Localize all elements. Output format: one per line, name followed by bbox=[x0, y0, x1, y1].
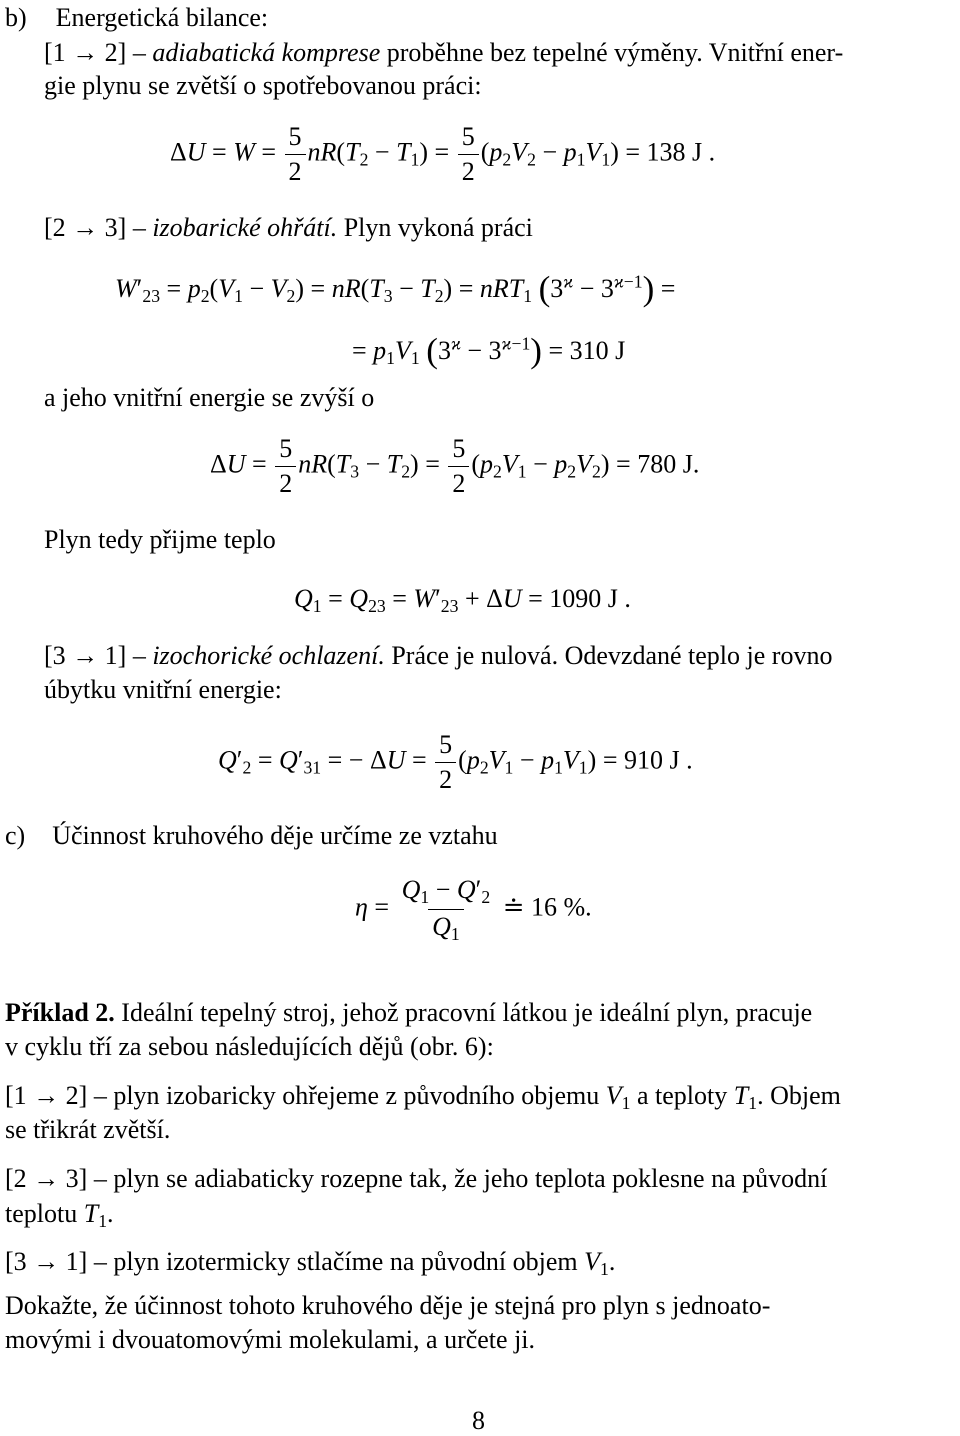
part-b-title: Energetická bilance: bbox=[55, 3, 269, 32]
step-23-head: [2 → 3] – bbox=[44, 213, 146, 242]
task-line2: movými i dvouatomovými molekulami, a určete ji. bbox=[5, 1325, 536, 1354]
equation-3-result: = 780 J. bbox=[616, 449, 700, 479]
equation-heat-q1: $Q_1 = Q_{23} = W'_{23} + \Delta U = 1090$ J . bbox=[294, 584, 631, 616]
example-step-31-text: [3 → 1] – plyn izotermicky stlačíme na původní objem bbox=[5, 1247, 578, 1276]
example-2-label: Příklad 2. bbox=[5, 998, 115, 1027]
step-23-name: izobarické ohřátí. bbox=[152, 213, 338, 242]
example-step-12-text: [1 → 2] – plyn izobaricky ohřejeme z původního objemu bbox=[5, 1081, 600, 1110]
example-step-12-end: . Objem bbox=[757, 1081, 841, 1110]
task-line1: Dokažte, že účinnost tohoto kruhového děje je stejná pro plyn s jednoato- bbox=[5, 1291, 771, 1320]
step-12-line1 bbox=[44, 37, 843, 68]
step-31-text-1: Práce je nulová. Odevzdané teplo je rovno bbox=[391, 641, 833, 670]
page-number: 8 bbox=[472, 1406, 485, 1435]
step-31-head: [3 → 1] – bbox=[44, 641, 146, 670]
equation-6-result: ≐ 16 %. bbox=[502, 892, 592, 922]
step-12-text-1: proběhne bez tepelné výměny. Vnitřní ener- bbox=[386, 38, 844, 67]
step-12-line2 bbox=[44, 70, 482, 101]
part-c-label: c) bbox=[5, 821, 26, 850]
step-12-name: adiabatická komprese bbox=[152, 38, 381, 67]
equation-heat-q2: $Q'_2 = Q'_{31}$ = − ΔU = $\frac{5}{2}$ $(p_2V_1 - p_1V_1) = 910$ J . bbox=[218, 730, 693, 794]
equation-internal-energy-12: ΔU = W = $\frac{5}{2}$ $nR(T_2 - T_1)$ = $\frac{5}{2}$ $(p_2V_2 - p_1V_1) = 138$ J . bbox=[170, 122, 716, 186]
example-2-line1 bbox=[5, 997, 812, 1028]
step-31-name: izochorické ochlazení. bbox=[152, 641, 385, 670]
equation-work-23-line2: = $p_1V_1$ $(3^ϰ - 3^{ϰ-1}) = 310$ J bbox=[352, 331, 626, 370]
example-step-23-text-2: teplotu bbox=[5, 1199, 78, 1228]
example-step-12-line2: se třikrát zvětší. bbox=[5, 1115, 171, 1144]
step-31-line2: úbytku vnitřní energie: bbox=[44, 675, 282, 704]
equation-4-result: = 1090 J . bbox=[528, 584, 631, 613]
heat-text: Plyn tedy přijme teplo bbox=[44, 525, 276, 554]
equation-work-23-line1: $W'_{23} = p_2(V_1 - V_2) = nR(T_3 - T_2) = nRT_1$ $(3^ϰ - 3^{ϰ-1})$ = bbox=[115, 269, 676, 308]
example-step-12-mid: a teploty bbox=[636, 1081, 728, 1110]
step-23-text: Plyn vykoná práci bbox=[343, 213, 533, 242]
equation-efficiency: η = $\frac{Q_1 - Q'_2}{Q_1}$ ≐ 16 %. bbox=[355, 875, 592, 945]
equation-1-result: = 138 J . bbox=[625, 137, 716, 167]
equation-2-result: = 310 J bbox=[548, 336, 626, 366]
example-step-12-line1: [1 → 2] – plyn izobaricky ohřejeme z původního objemu $V_1$ a teploty $T_1$. Objem bbox=[5, 1081, 841, 1113]
example-step-23-line2: teplotu $T_1$. bbox=[5, 1199, 114, 1231]
step-12-head: [1 → 2] – bbox=[44, 38, 146, 67]
example-2-text-1: Ideální tepelný stroj, jehož pracovní látkou je ideální plyn, pracuje bbox=[121, 998, 813, 1027]
step-12-text-2: gie plynu se zvětší o spotřebovanou práci: bbox=[44, 71, 482, 100]
equation-5-result: = 910 J . bbox=[602, 745, 693, 775]
example-2-line2: v cyklu tří za sebou následujících dějů (obr. 6): bbox=[5, 1032, 494, 1061]
part-c-heading bbox=[5, 820, 498, 851]
example-step-23-line1: [2 → 3] – plyn se adiabaticky rozepne tak, že jeho teplota poklesne na původní bbox=[5, 1164, 828, 1193]
part-c-text: Účinnost kruhového děje určíme ze vztahu bbox=[52, 821, 498, 850]
example-step-31-line: [3 → 1] – plyn izotermicky stlačíme na původní objem $V_1$. bbox=[5, 1247, 616, 1279]
step-23-line bbox=[44, 212, 533, 243]
step-31-line1 bbox=[44, 640, 832, 671]
internal-energy-text: a jeho vnitřní energie se zvýší o bbox=[44, 383, 375, 412]
equation-internal-energy-23: ΔU = $\frac{5}{2}$ $nR(T_3 - T_2)$ = $\frac{5}{2}$ $(p_2V_1 - p_2V_2) = 780$ J. bbox=[210, 434, 700, 498]
part-b-heading bbox=[5, 2, 268, 33]
part-b-label: b) bbox=[5, 3, 27, 32]
